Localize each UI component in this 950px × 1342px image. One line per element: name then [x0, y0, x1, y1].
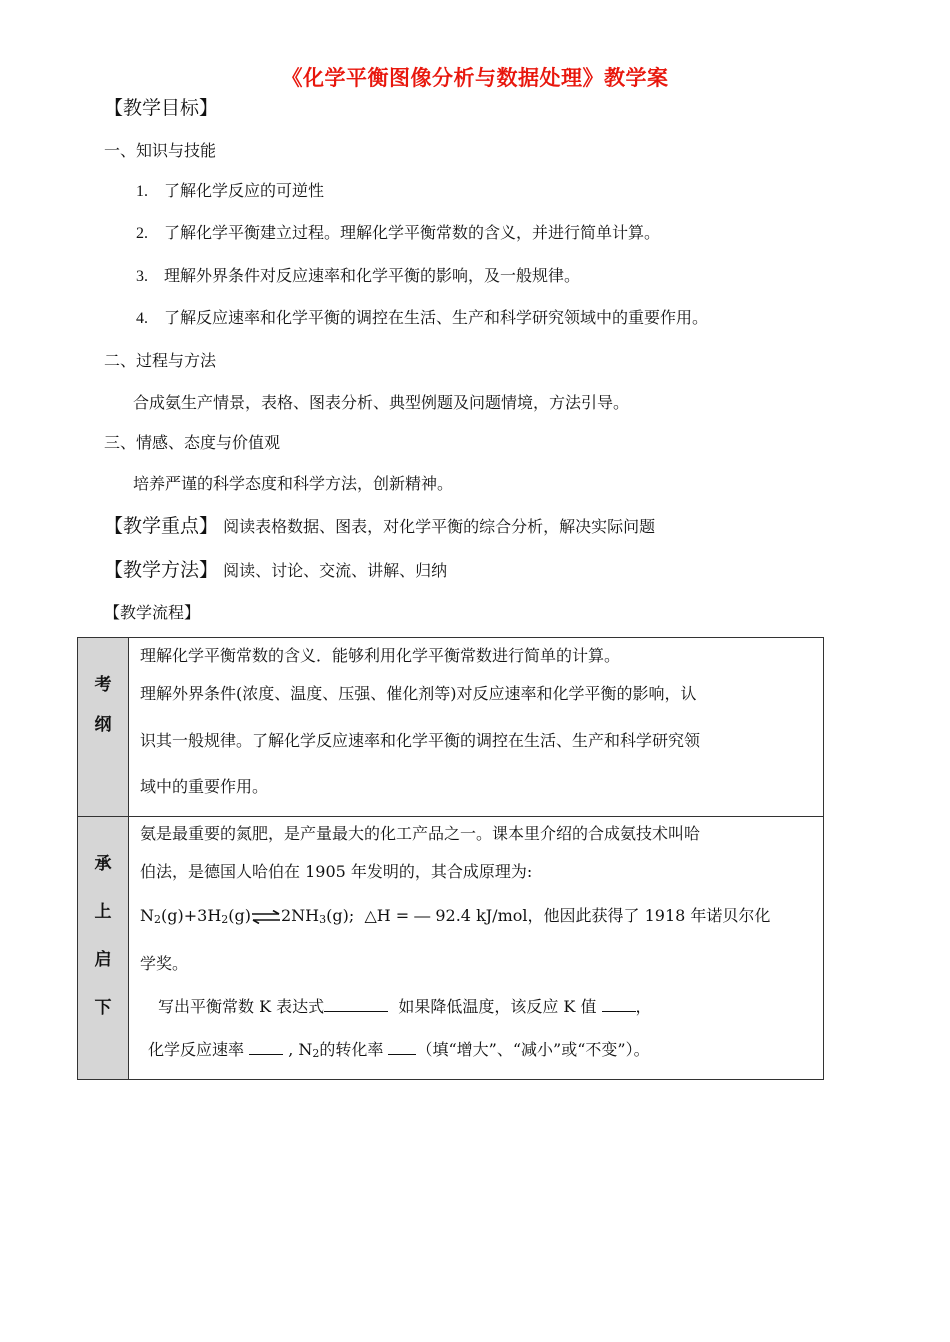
- question-text: 写出平衡常数 K 表达式: [158, 997, 325, 1016]
- eq-sub: 2: [154, 913, 161, 926]
- enthalpy-change: △H = ― 92.4 kJ/mol: [364, 906, 528, 925]
- question-text: 如果降低温度，该反应 K 值: [398, 997, 597, 1016]
- objective-item-2: [136, 220, 660, 243]
- item-text: 理解外界条件对反应速率和化学平衡的影响，及一般规律。: [164, 266, 581, 285]
- process-heading: 【教学流程】: [104, 603, 201, 622]
- question-text: ，: [635, 997, 652, 1016]
- equilibrium-arrow-icon: [251, 910, 281, 924]
- answer-blank-rate[interactable]: [249, 1053, 283, 1055]
- objective-item-3: [136, 263, 580, 286]
- reaction-equation: [140, 895, 813, 941]
- answer-blank-k-expression[interactable]: [324, 1010, 388, 1012]
- eq-tail: ，他因此获得了 1918 年诺贝尔化: [527, 906, 771, 925]
- side-char: 纲: [94, 715, 112, 735]
- side-char: 考: [94, 675, 112, 695]
- methods-line: [104, 555, 447, 582]
- eq-sub: 2: [221, 913, 229, 926]
- section2-title: 二、过程与方法: [104, 351, 217, 370]
- objective-item-4: [136, 305, 708, 328]
- side-char: 下: [94, 998, 112, 1018]
- item-number: 1.: [136, 183, 148, 200]
- objective-item-1: [136, 178, 324, 201]
- eq-sub: 3: [319, 913, 327, 926]
- section3-text: 培养严谨的科学态度和科学方法，创新精神。: [133, 474, 454, 493]
- eq-nh3: 2NH: [281, 906, 320, 925]
- eq-n2: N: [140, 906, 154, 925]
- question-line-2: [140, 1027, 813, 1077]
- question-text: （填“增大”、“减小”或“不变”）。: [416, 1040, 650, 1059]
- answer-blank-k-value[interactable]: [602, 1010, 636, 1012]
- section1-title: 一、知识与技能: [104, 141, 217, 160]
- objectives-heading: 【教学目标】: [104, 97, 219, 119]
- table-row-exam-outline: [78, 638, 824, 817]
- question-text: , N: [288, 1040, 313, 1059]
- question-line-1: [140, 987, 813, 1027]
- item-text: 了解反应速率和化学平衡的调控在生活、生产和科学研究领域中的重要作用。: [164, 308, 709, 327]
- body-cell-exam-outline: [129, 638, 824, 817]
- side-char: 启: [94, 950, 112, 970]
- item-text: 了解化学平衡建立过程。理解化学平衡常数的含义，并进行简单计算。: [164, 223, 661, 242]
- intro-line-2: 伯法，是德国人哈伯在 1905 年发明的，其合成原理为:: [140, 862, 533, 881]
- answer-blank-conversion[interactable]: [388, 1053, 416, 1055]
- intro-line-1: 氨是最重要的氮肥，是产量最大的化工产品之一。课本里介绍的合成氨技术叫哈: [140, 824, 701, 843]
- process-table: [77, 637, 824, 1080]
- section2-text: 合成氨生产情景，表格、图表分析、典型例题及问题情境，方法引导。: [133, 393, 630, 412]
- item-number: 3.: [136, 268, 148, 285]
- key-points-line: [104, 511, 655, 538]
- question-text: 化学反应速率: [148, 1040, 245, 1059]
- item-number: 2.: [136, 225, 148, 242]
- question-text: 的转化率: [319, 1040, 384, 1059]
- eq-part: (g);: [326, 906, 355, 925]
- key-points-label: 【教学重点】: [104, 515, 219, 537]
- side-char: 上: [94, 902, 112, 922]
- side-cell-transition: [78, 817, 129, 1080]
- body-cell-transition: [129, 817, 824, 1080]
- outline-line-1: 理解化学平衡常数的含义．能够利用化学平衡常数进行简单的计算。: [140, 646, 621, 665]
- table-row-transition: [78, 817, 824, 1080]
- outline-line-3: 识其一般规律。了解化学反应速率和化学平衡的调控在生活、生产和科学研究领: [140, 731, 701, 750]
- intro-line-4: 学奖。: [140, 954, 189, 973]
- outline-line-2: 理解外界条件(浓度、温度、压强、催化剂等)对反应速率和化学平衡的影响，认: [140, 684, 697, 703]
- section3-title: 三、情感、态度与价值观: [104, 433, 281, 452]
- side-cell-exam-outline: [78, 638, 129, 817]
- document-title: 《化学平衡图像分析与数据处理》教学案: [281, 66, 669, 90]
- methods-text: 阅读、讨论、交流、讲解、归纳: [223, 561, 448, 580]
- item-text: 了解化学反应的可逆性: [164, 181, 325, 200]
- key-points-text: 阅读表格数据、图表，对化学平衡的综合分析，解决实际问题: [223, 517, 656, 536]
- outline-line-4: 域中的重要作用。: [140, 777, 269, 796]
- methods-label: 【教学方法】: [104, 559, 219, 581]
- side-char: 承: [94, 854, 112, 874]
- eq-part: (g)+3H: [161, 906, 222, 925]
- eq-sub: 2: [312, 1047, 320, 1060]
- item-number: 4.: [136, 310, 148, 327]
- eq-part: (g): [228, 906, 251, 925]
